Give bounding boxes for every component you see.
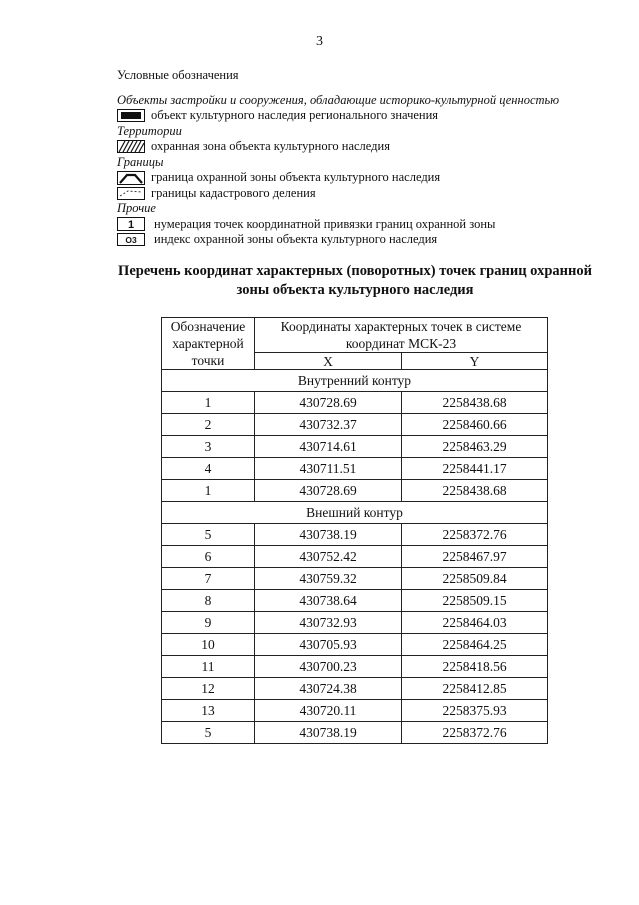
cell-x: 430732.37 — [255, 414, 402, 436]
table-row — [162, 590, 548, 612]
table-row — [162, 700, 548, 722]
table-row — [162, 634, 548, 656]
cell-point: 8 — [162, 590, 255, 612]
legend-item-heritage-object — [117, 108, 617, 124]
page-number: 3 — [316, 34, 323, 49]
cell-y: 2258467.97 — [402, 546, 548, 568]
cell-x: 430738.19 — [255, 722, 402, 744]
cell-point: 5 — [162, 524, 255, 546]
table-row — [162, 414, 548, 436]
legend-item-cadastral-border — [117, 186, 617, 202]
point-number-icon — [117, 218, 145, 231]
zone-index-icon — [117, 233, 145, 246]
legend-category-territories: Территории — [117, 123, 182, 138]
cell-x: 430705.93 — [255, 634, 402, 656]
cell-point: 4 — [162, 458, 255, 480]
legend-item-zone-index — [117, 232, 617, 248]
cell-x: 430759.32 — [255, 568, 402, 590]
cell-y: 2258438.68 — [402, 392, 548, 414]
table-row — [162, 722, 548, 744]
section-title-inner-contour: Внутренний контур — [162, 370, 548, 392]
cell-y: 2258463.29 — [402, 436, 548, 458]
cell-y: 2258441.17 — [402, 458, 548, 480]
cell-x: 430720.11 — [255, 700, 402, 722]
cell-y: 2258464.03 — [402, 612, 548, 634]
coordinates-heading — [95, 262, 615, 300]
table-row — [162, 568, 548, 590]
cell-y: 2258418.56 — [402, 656, 548, 678]
table-row — [162, 656, 548, 678]
legend-item-text: индекс охранной зоны объекта культурного наследия — [154, 232, 438, 246]
table-row — [162, 458, 548, 480]
cell-y: 2258464.25 — [402, 634, 548, 656]
coordinates-table — [161, 317, 548, 744]
cell-x: 430711.51 — [255, 458, 402, 480]
table-row — [162, 480, 548, 502]
legend-item-text: охранная зона объекта культурного наследия — [151, 139, 390, 153]
cell-x: 430714.61 — [255, 436, 402, 458]
cell-point: 1 — [162, 480, 255, 502]
hatched-zone-icon — [117, 140, 145, 153]
cell-point: 10 — [162, 634, 255, 656]
legend-item-text: границы кадастрового деления — [151, 185, 316, 200]
cell-y: 2258509.84 — [402, 568, 548, 590]
cell-x: 430738.19 — [255, 524, 402, 546]
cell-x: 430700.23 — [255, 656, 402, 678]
cell-point: 12 — [162, 678, 255, 700]
legend-item-point-number — [117, 217, 617, 233]
cell-point: 9 — [162, 612, 255, 634]
cell-point: 11 — [162, 656, 255, 678]
table-row — [162, 392, 548, 414]
cell-point: 5 — [162, 722, 255, 744]
table-row — [162, 524, 548, 546]
cell-x: 430732.93 — [255, 612, 402, 634]
legend-title: Условные обозначения — [117, 68, 239, 82]
cadastral-border-icon — [117, 187, 145, 200]
cell-point: 2 — [162, 414, 255, 436]
column-header-y: Y — [402, 353, 548, 370]
cell-x: 430724.38 — [255, 678, 402, 700]
column-header-coordinates: Координаты характерных точек в системе координат МСК-23 — [255, 318, 548, 353]
legend-item-text: нумерация точек координатной привязки границ охранной зоны — [154, 216, 496, 231]
column-header-x: X — [255, 353, 402, 370]
heading-line-2: зоны объекта культурного наследия — [236, 282, 474, 298]
column-header-point: Обозначение характерной точки — [162, 318, 255, 370]
cell-point: 6 — [162, 546, 255, 568]
cell-x: 430738.64 — [255, 590, 402, 612]
heading-line-1: Перечень координат характерных (поворотных) точек границ охранной — [118, 263, 592, 279]
cell-y: 2258372.76 — [402, 524, 548, 546]
legend-item-text: граница охранной зоны объекта культурного наследия — [151, 170, 441, 184]
point-number-symbol: 1 — [127, 219, 135, 232]
cell-x: 430728.69 — [255, 480, 402, 502]
cell-y: 2258375.93 — [402, 700, 548, 722]
legend-item-protection-border — [117, 170, 617, 186]
cell-y: 2258460.66 — [402, 414, 548, 436]
cell-y: 2258372.76 — [402, 722, 548, 744]
table-row — [162, 436, 548, 458]
section-title-outer-contour: Внешний контур — [162, 502, 548, 524]
cell-point: 13 — [162, 700, 255, 722]
legend-category-borders: Границы — [117, 154, 164, 169]
cell-point: 1 — [162, 392, 255, 414]
cell-y: 2258509.15 — [402, 590, 548, 612]
legend-item-text: объект культурного наследия регионального значения — [151, 108, 439, 122]
cultural-heritage-object-icon — [117, 109, 145, 122]
table-row — [162, 546, 548, 568]
zone-index-symbol: О3 — [125, 235, 137, 246]
cell-x: 430728.69 — [255, 392, 402, 414]
cell-point: 3 — [162, 436, 255, 458]
cell-y: 2258438.68 — [402, 480, 548, 502]
legend-item-hatched-zone — [117, 139, 617, 155]
cell-y: 2258412.85 — [402, 678, 548, 700]
legend-category-other: Прочие — [117, 201, 156, 215]
protection-zone-border-icon — [117, 171, 145, 184]
legend-category-heritage-objects: Объекты застройки и сооружения, обладающие историко-культурной ценностью — [117, 92, 560, 107]
table-row — [162, 612, 548, 634]
cell-point: 7 — [162, 568, 255, 590]
table-row — [162, 678, 548, 700]
legend — [117, 68, 617, 248]
cell-x: 430752.42 — [255, 546, 402, 568]
